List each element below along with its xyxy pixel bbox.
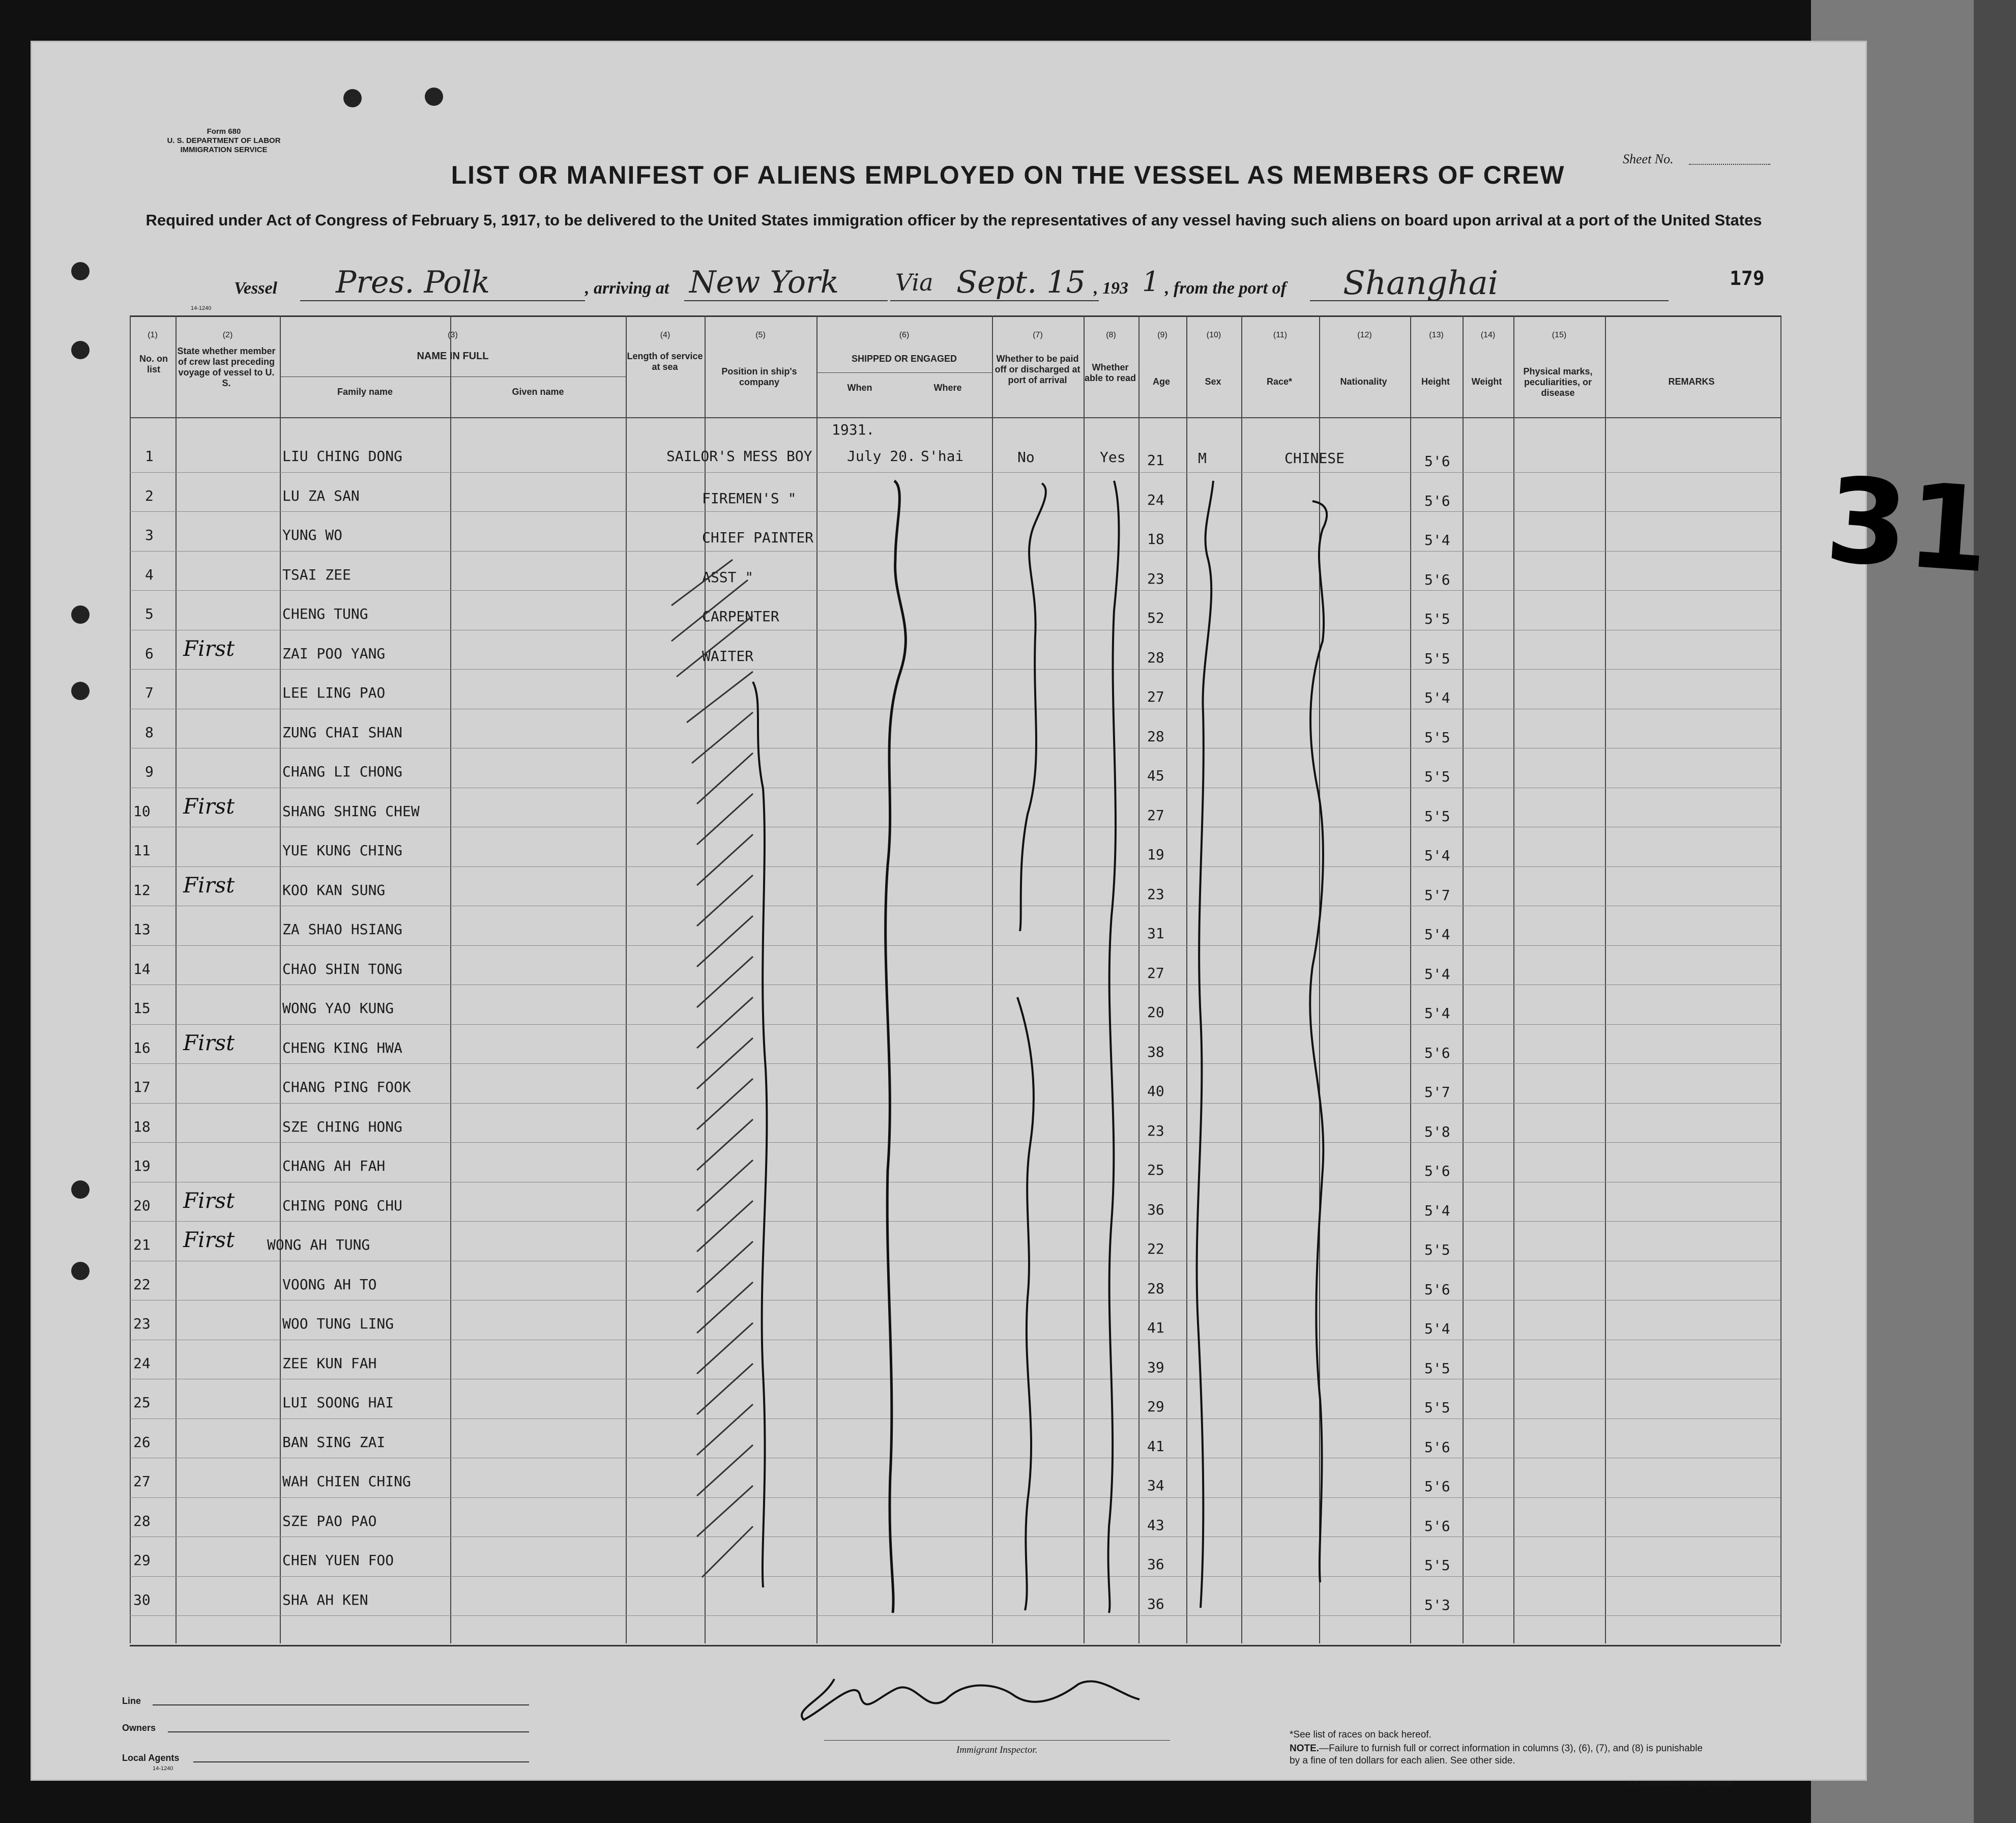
- header-state-member: State whether member of crew last preceding voyage of vessel to U. S.: [177, 346, 276, 388]
- row-number: 27: [133, 1473, 151, 1490]
- printer-credit: U. S. GOVERNMENT PRINTING OFFICE: [1628, 1781, 1733, 1787]
- age-cell: 24: [1147, 491, 1164, 508]
- stamped-number: 179: [1730, 267, 1765, 290]
- header-sex: Sex: [1205, 377, 1221, 387]
- inspector-signature-line: [824, 1740, 1170, 1741]
- row-number: 28: [133, 1512, 151, 1529]
- height-cell: 5'5: [1424, 611, 1450, 627]
- family-name-cell: WOO TUNG LING: [282, 1315, 394, 1332]
- column-number: (1): [148, 331, 158, 339]
- age-cell: 34: [1147, 1477, 1164, 1494]
- column-number: (5): [755, 331, 766, 339]
- header-paid-off: Whether to be paid off or discharged at port of arrival: [995, 354, 1080, 385]
- family-name-cell: YUNG WO: [282, 527, 343, 543]
- height-cell: 5'5: [1424, 1557, 1450, 1574]
- header-race: Race*: [1266, 377, 1293, 387]
- engaged-year: 1931.: [832, 421, 875, 438]
- age-cell: 36: [1147, 1556, 1164, 1573]
- family-name-cell: WAH CHIEN CHING: [282, 1473, 411, 1490]
- age-cell: 40: [1147, 1083, 1164, 1099]
- sex-value: M: [1198, 450, 1207, 467]
- age-cell: 28: [1147, 649, 1164, 666]
- via-note: Via: [895, 269, 933, 296]
- vessel-name: Pres. Polk: [336, 265, 490, 300]
- engaged-where: S'hai: [921, 448, 964, 465]
- position-hatch-marks: [671, 560, 753, 1577]
- family-name-cell: LEE LING PAO: [282, 684, 386, 701]
- family-name-cell: CHENG KING HWA: [282, 1039, 403, 1056]
- when-ditto-line: [886, 481, 906, 1613]
- row-number: 11: [133, 842, 151, 859]
- age-cell: 19: [1147, 846, 1164, 863]
- sheet-number-label: Sheet No.: [1623, 152, 1674, 166]
- read-ditto-line: [1108, 481, 1119, 1613]
- row-number: 12: [133, 881, 151, 899]
- age-cell: 22: [1147, 1240, 1164, 1257]
- row-number: 22: [133, 1276, 151, 1293]
- family-name-cell: CHEN YUEN FOO: [282, 1552, 394, 1569]
- column-number: (11): [1273, 331, 1288, 339]
- age-cell: 25: [1147, 1162, 1164, 1178]
- column-number: (9): [1157, 331, 1167, 339]
- height-cell: 5'5: [1424, 650, 1450, 667]
- family-name-cell: LUI SOONG HAI: [282, 1394, 394, 1411]
- footer-agents-blank: [193, 1761, 529, 1762]
- row-number: 15: [133, 1000, 151, 1017]
- column-number: (3): [448, 331, 458, 339]
- state-member-value: First: [183, 635, 235, 661]
- row-number: 2: [145, 487, 154, 504]
- age-cell: 21: [1147, 452, 1164, 469]
- family-name-cell: BAN SING ZAI: [282, 1433, 386, 1451]
- age-cell: 18: [1147, 531, 1164, 547]
- height-cell: 5'5: [1424, 729, 1450, 746]
- height-cell: 5'6: [1424, 492, 1450, 509]
- column-number: (8): [1106, 331, 1116, 339]
- row-number: 4: [145, 566, 154, 583]
- column-number: (6): [899, 331, 910, 339]
- family-name-cell: YUE KUNG CHING: [282, 842, 403, 859]
- engaged-when: July 20.: [847, 448, 916, 465]
- header-position: Position in ship's company: [721, 366, 797, 387]
- row-number: 29: [133, 1552, 151, 1569]
- row-number: 10: [133, 802, 151, 820]
- family-name-cell: SHANG SHING CHEW: [282, 802, 420, 820]
- position-cell: WAITER: [702, 647, 754, 664]
- row-number: 30: [133, 1591, 151, 1608]
- age-cell: 28: [1147, 1280, 1164, 1297]
- able-read-value: Yes: [1100, 449, 1126, 466]
- departure-port: Shanghai: [1343, 265, 1499, 302]
- state-member-value: First: [183, 793, 235, 819]
- age-cell: 20: [1147, 1004, 1164, 1021]
- family-name-cell: LU ZA SAN: [282, 487, 360, 504]
- age-cell: 31: [1147, 925, 1164, 942]
- height-cell: 5'6: [1424, 1517, 1450, 1535]
- state-member-value: First: [183, 1227, 235, 1252]
- family-name-cell: ZUNG CHAI SHAN: [282, 724, 403, 741]
- footer-owners-blank: [168, 1731, 529, 1732]
- arrival-port: New York: [689, 265, 839, 300]
- header-when: When: [847, 383, 872, 393]
- age-cell: 38: [1147, 1043, 1164, 1060]
- family-name-cell: SZE CHING HONG: [282, 1118, 403, 1135]
- inspector-label: Immigrant Inspector.: [956, 1745, 1038, 1755]
- header-name-in-full: NAME IN FULL: [417, 351, 489, 362]
- row-number: 13: [133, 921, 151, 938]
- position-ditto-line: [753, 682, 767, 1587]
- inspector-signature: [802, 1679, 1140, 1720]
- arriving-label: , arriving at: [585, 279, 669, 298]
- row-number: 6: [145, 645, 154, 662]
- height-cell: 5'8: [1424, 1123, 1450, 1140]
- family-name-cell: CHANG PING FOOK: [282, 1079, 411, 1095]
- column-number: (4): [660, 331, 670, 339]
- column-number: (13): [1429, 331, 1444, 339]
- height-cell: 5'6: [1424, 571, 1450, 588]
- family-name-cell: LIU CHING DONG: [282, 448, 403, 465]
- height-cell: 5'4: [1424, 965, 1450, 982]
- age-cell: 29: [1147, 1398, 1164, 1415]
- year-digit: 1: [1142, 266, 1160, 298]
- fine-note: [1290, 1743, 1707, 1767]
- row-number: 18: [133, 1118, 151, 1135]
- row-number: 9: [145, 763, 154, 780]
- header-no-on-list: No. on list: [139, 354, 168, 374]
- height-cell: 5'6: [1424, 1478, 1450, 1495]
- family-name-cell: CHENG TUNG: [282, 605, 368, 622]
- header-nationality: Nationality: [1340, 377, 1387, 387]
- age-cell: 27: [1147, 688, 1164, 705]
- age-cell: 27: [1147, 806, 1164, 824]
- height-cell: 5'3: [1424, 1596, 1450, 1613]
- height-cell: 5'7: [1424, 886, 1450, 904]
- row-number: 14: [133, 960, 151, 977]
- family-name-cell: CHANG AH FAH: [282, 1158, 386, 1174]
- height-cell: 5'4: [1424, 532, 1450, 548]
- footer-line-label: Line: [122, 1696, 141, 1706]
- family-name-cell: KOO KAN SUNG: [282, 881, 386, 899]
- family-name-cell: WONG YAO KUNG: [282, 1000, 394, 1017]
- height-cell: 5'4: [1424, 1005, 1450, 1022]
- footer-line-blank: [153, 1704, 529, 1705]
- position-cell: CHIEF PAINTER: [702, 529, 814, 546]
- row-number: 26: [133, 1433, 151, 1451]
- column-number: (14): [1480, 331, 1496, 339]
- family-name-cell: ZEE KUN FAH: [282, 1354, 377, 1372]
- header-physical-marks: Physical marks, peculiarities, or disease: [1523, 366, 1593, 398]
- row-number: 23: [133, 1315, 151, 1332]
- row-number: 3: [145, 527, 154, 543]
- races-note: *See list of races on back hereof.: [1290, 1729, 1431, 1740]
- family-name-cell: CHING PONG CHU: [282, 1197, 403, 1214]
- column-number: (15): [1552, 331, 1567, 339]
- service-name: IMMIGRATION SERVICE: [180, 146, 268, 154]
- state-member-value: First: [183, 1188, 235, 1213]
- header-height: Height: [1421, 377, 1450, 387]
- header-family-name: Family name: [337, 387, 393, 397]
- row-number: 5: [145, 605, 154, 622]
- height-cell: 5'6: [1424, 1163, 1450, 1179]
- position-cell: SAILOR'S MESS BOY: [666, 448, 812, 465]
- vessel-label: Vessel: [234, 279, 277, 298]
- age-cell: 23: [1147, 1122, 1164, 1139]
- year-prefix: , 193: [1094, 279, 1128, 298]
- height-cell: 5'5: [1424, 807, 1450, 825]
- row-number: 17: [133, 1079, 151, 1095]
- age-cell: 27: [1147, 964, 1164, 981]
- note-label: NOTE.: [1290, 1743, 1320, 1754]
- header-given-name: Given name: [512, 387, 564, 397]
- height-cell: 5'4: [1424, 847, 1450, 864]
- family-name-cell: SHA AH KEN: [282, 1591, 368, 1608]
- header-shipped-engaged: SHIPPED OR ENGAGED: [851, 354, 957, 364]
- from-port-label: , from the port of: [1165, 279, 1287, 298]
- age-cell: 45: [1147, 767, 1164, 784]
- row-number: 7: [145, 684, 154, 701]
- row-number: 25: [133, 1394, 151, 1411]
- height-cell: 5'6: [1424, 1044, 1450, 1061]
- family-name-cell: VOONG AH TO: [282, 1276, 377, 1293]
- column-number: (2): [222, 331, 233, 339]
- family-name-cell: ZAI POO YANG: [282, 645, 386, 662]
- arrival-date: Sept. 15: [956, 265, 1086, 300]
- height-cell: 5'5: [1424, 1359, 1450, 1377]
- paid-off-value: No: [1017, 449, 1035, 466]
- height-cell: 5'5: [1424, 768, 1450, 785]
- age-cell: 23: [1147, 570, 1164, 587]
- height-cell: 5'6: [1424, 1281, 1450, 1298]
- height-cell: 5'5: [1424, 1241, 1450, 1258]
- column-number: (12): [1357, 331, 1372, 339]
- row-number: 19: [133, 1158, 151, 1174]
- race-value: CHINESE: [1284, 450, 1345, 467]
- department-name: U. S. DEPARTMENT OF LABOR: [167, 136, 281, 145]
- header-where: Where: [933, 383, 962, 393]
- age-cell: 41: [1147, 1437, 1164, 1455]
- height-cell: 5'6: [1424, 1438, 1450, 1456]
- column-number: (7): [1033, 331, 1043, 339]
- position-cell: ASST ": [702, 568, 754, 586]
- family-name-cell: ZA SHAO HSIANG: [282, 921, 403, 938]
- family-name-cell: CHAO SHIN TONG: [282, 960, 403, 977]
- age-cell: 28: [1147, 728, 1164, 745]
- family-name-cell: WONG AH TUNG: [267, 1236, 370, 1253]
- age-cell: 36: [1147, 1595, 1164, 1612]
- state-member-value: First: [183, 1030, 235, 1055]
- page-title: LIST OR MANIFEST OF ALIENS EMPLOYED ON THE VESSEL AS MEMBERS OF CREW: [451, 161, 1565, 189]
- position-cell: FIREMEN'S ": [702, 489, 797, 507]
- margin-number: 31: [1822, 452, 1994, 599]
- height-cell: 5'4: [1424, 1320, 1450, 1337]
- footer-owners-label: Owners: [122, 1723, 156, 1733]
- row-number: 16: [133, 1039, 151, 1056]
- row-number: 21: [133, 1236, 151, 1253]
- row-number: 20: [133, 1197, 151, 1214]
- form-subtitle: Required under Act of Congress of February 5, 1917, to be delivered to the United States immigration officer by the representatives of any vessel having such aliens on board upon arrival at a port of the United States: [145, 211, 1762, 229]
- note-text: —Failure to furnish full or correct information in columns (3), (6), (7), and (8) is punishable by a fine of ten dollars for each alien. See other side.: [1290, 1743, 1703, 1766]
- height-cell: 5'4: [1424, 926, 1450, 943]
- age-cell: 23: [1147, 885, 1164, 903]
- age-cell: 39: [1147, 1358, 1164, 1376]
- age-cell: 43: [1147, 1516, 1164, 1533]
- age-cell: 41: [1147, 1319, 1164, 1336]
- column-number: (10): [1206, 331, 1221, 339]
- height-cell: 5'7: [1424, 1084, 1450, 1101]
- position-cell: CARPENTER: [702, 608, 779, 625]
- print-code: 14-1240: [191, 305, 212, 311]
- header-age: Age: [1152, 377, 1170, 387]
- footer-agents-code: 14-1240: [153, 1766, 173, 1772]
- height-cell: 5'4: [1424, 1202, 1450, 1219]
- footer-agents-label: Local Agents: [122, 1753, 180, 1763]
- header-length-service: Length of service at sea: [627, 351, 703, 372]
- row-number: 24: [133, 1354, 151, 1372]
- header-able-read: Whether able to read: [1084, 362, 1136, 383]
- header-weight: Weight: [1471, 377, 1502, 387]
- family-name-cell: SZE PAO PAO: [282, 1512, 377, 1529]
- state-member-value: First: [183, 872, 235, 898]
- form-number: Form 680: [207, 127, 241, 136]
- sex-ditto-line: [1197, 481, 1213, 1608]
- height-cell: 5'6: [1424, 453, 1450, 470]
- age-cell: 52: [1147, 610, 1164, 626]
- family-name-cell: CHANG LI CHONG: [282, 763, 403, 780]
- age-cell: 36: [1147, 1201, 1164, 1218]
- row-number: 8: [145, 724, 154, 741]
- height-cell: 5'4: [1424, 689, 1450, 706]
- header-remarks: REMARKS: [1668, 377, 1715, 387]
- row-number: 1: [145, 448, 154, 465]
- family-name-cell: TSAI ZEE: [282, 566, 351, 583]
- race-ditto-line: [1310, 501, 1327, 1582]
- height-cell: 5'5: [1424, 1399, 1450, 1416]
- paid-off-ditto-line: [1017, 483, 1046, 1610]
